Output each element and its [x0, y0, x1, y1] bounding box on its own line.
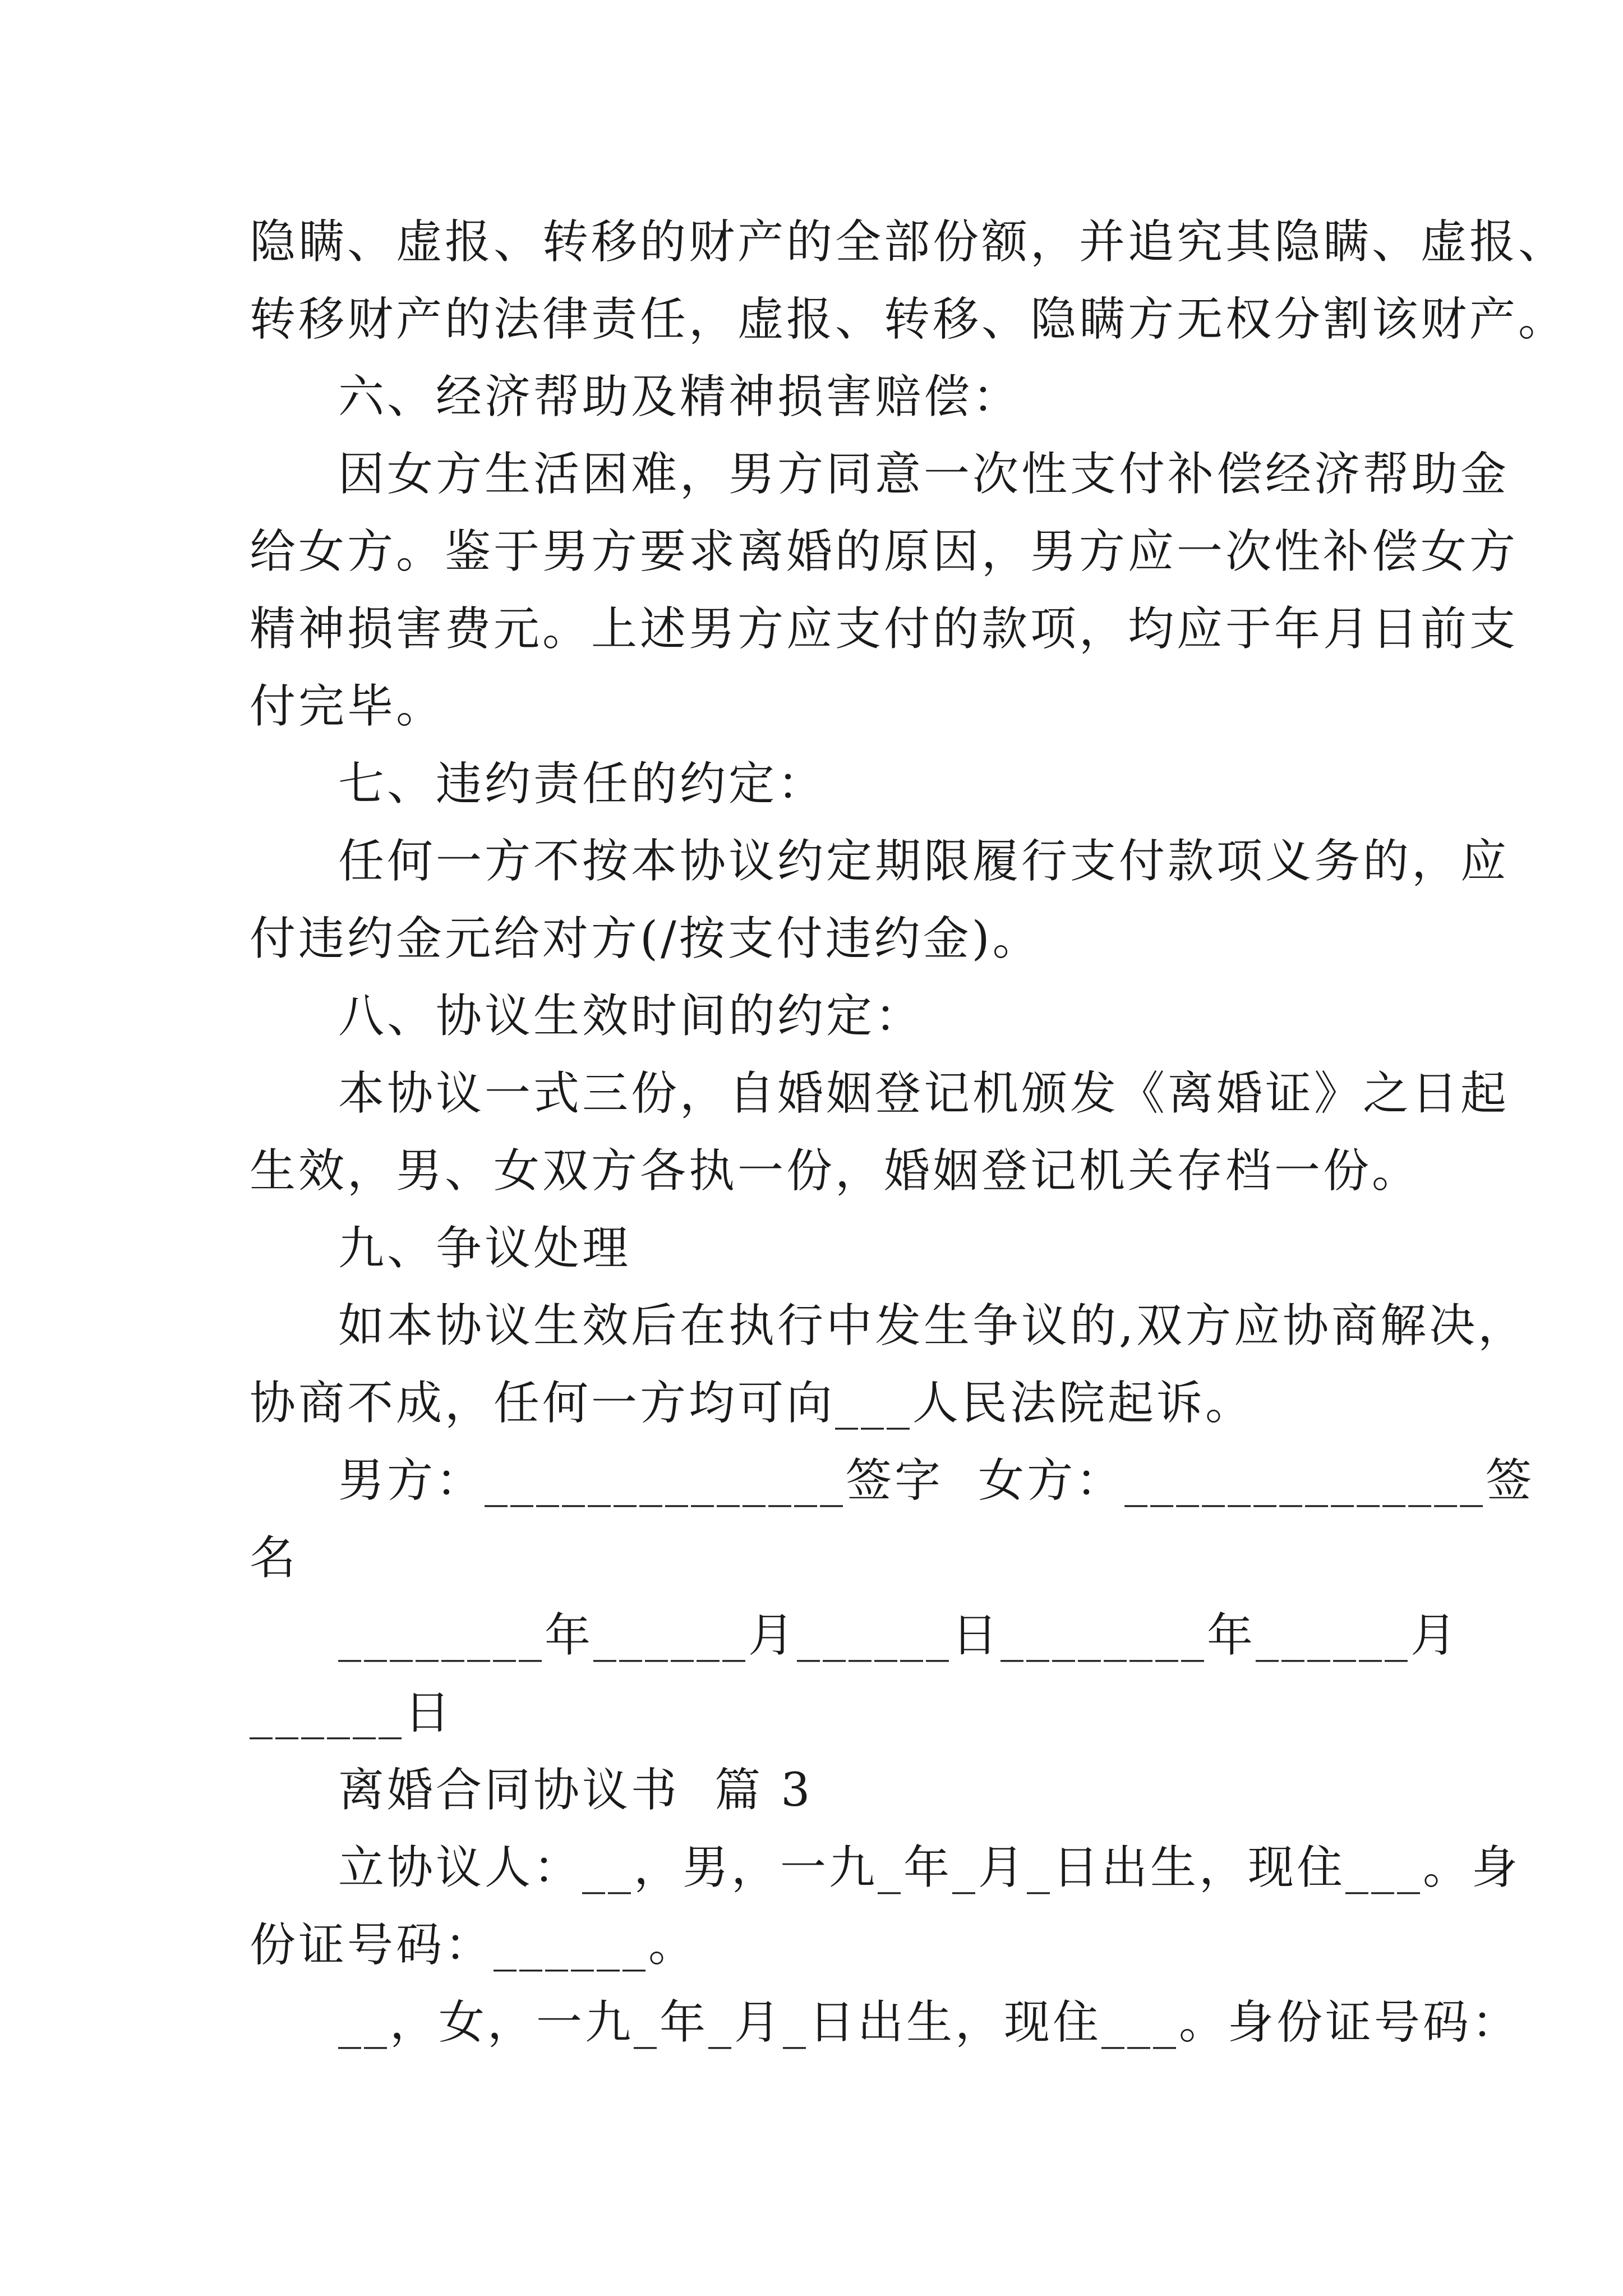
text-line: 协商不成，任何一方均可向___人民法院起诉。: [250, 1377, 1255, 1430]
text-line: 隐瞒、虚报、转移的财产的全部份额，并追究其隐瞒、虚报、: [250, 215, 1567, 269]
text-line: 立协议人：__，男，一九_年_月_日出生，现住___。身: [338, 1841, 1521, 1894]
text-line: 生效，男、女双方各执一份，婚姻登记机关存档一份。: [250, 1144, 1421, 1198]
date-line: ________年______月______日________年______月: [338, 1609, 1459, 1662]
text-line: 如本协议生效后在执行中发生争议的,双方应协商解决，: [338, 1299, 1527, 1352]
text-line: __，女，一九_年_月_日出生，现住___。身份证号码：: [338, 1996, 1521, 2049]
document-title: 离婚合同协议书 篇 3: [338, 1764, 813, 1817]
text-line: 份证号码：______。: [250, 1918, 698, 1972]
text-line: 任何一方不按本协议约定期限履行支付款项义务的，应: [338, 835, 1510, 888]
text-line: 因女方生活困难，男方同意一次性支付补偿经济帮助金: [338, 448, 1510, 501]
date-line: ______日: [250, 1686, 453, 1740]
section-heading: 七、违约责任的约定：: [338, 757, 827, 811]
text-line: 给女方。鉴于男方要求离婚的原因，男方应一次性补偿女方: [250, 525, 1519, 578]
signature-line: 名: [250, 1531, 299, 1585]
text-line: 付完毕。: [250, 680, 445, 733]
text-line: 本协议一式三份，自婚姻登记机颁发《离婚证》之日起: [338, 1067, 1510, 1120]
text-line: 转移财产的法律责任，虚报、转移、隐瞒方无权分割该财产。: [250, 293, 1567, 346]
section-heading: 九、争议处理: [338, 1222, 631, 1275]
text-line: 精神损害费元。上述男方应支付的款项，均应于年月日前支: [250, 602, 1519, 656]
section-heading: 八、协议生效时间的约定：: [338, 990, 924, 1043]
text-line: 付违约金元给对方(/按支付违约金)。: [250, 912, 1041, 965]
section-heading: 六、经济帮助及精神损害赔偿：: [338, 370, 1022, 424]
signature-line: 男方：______________签字 女方：______________签: [338, 1454, 1535, 1507]
